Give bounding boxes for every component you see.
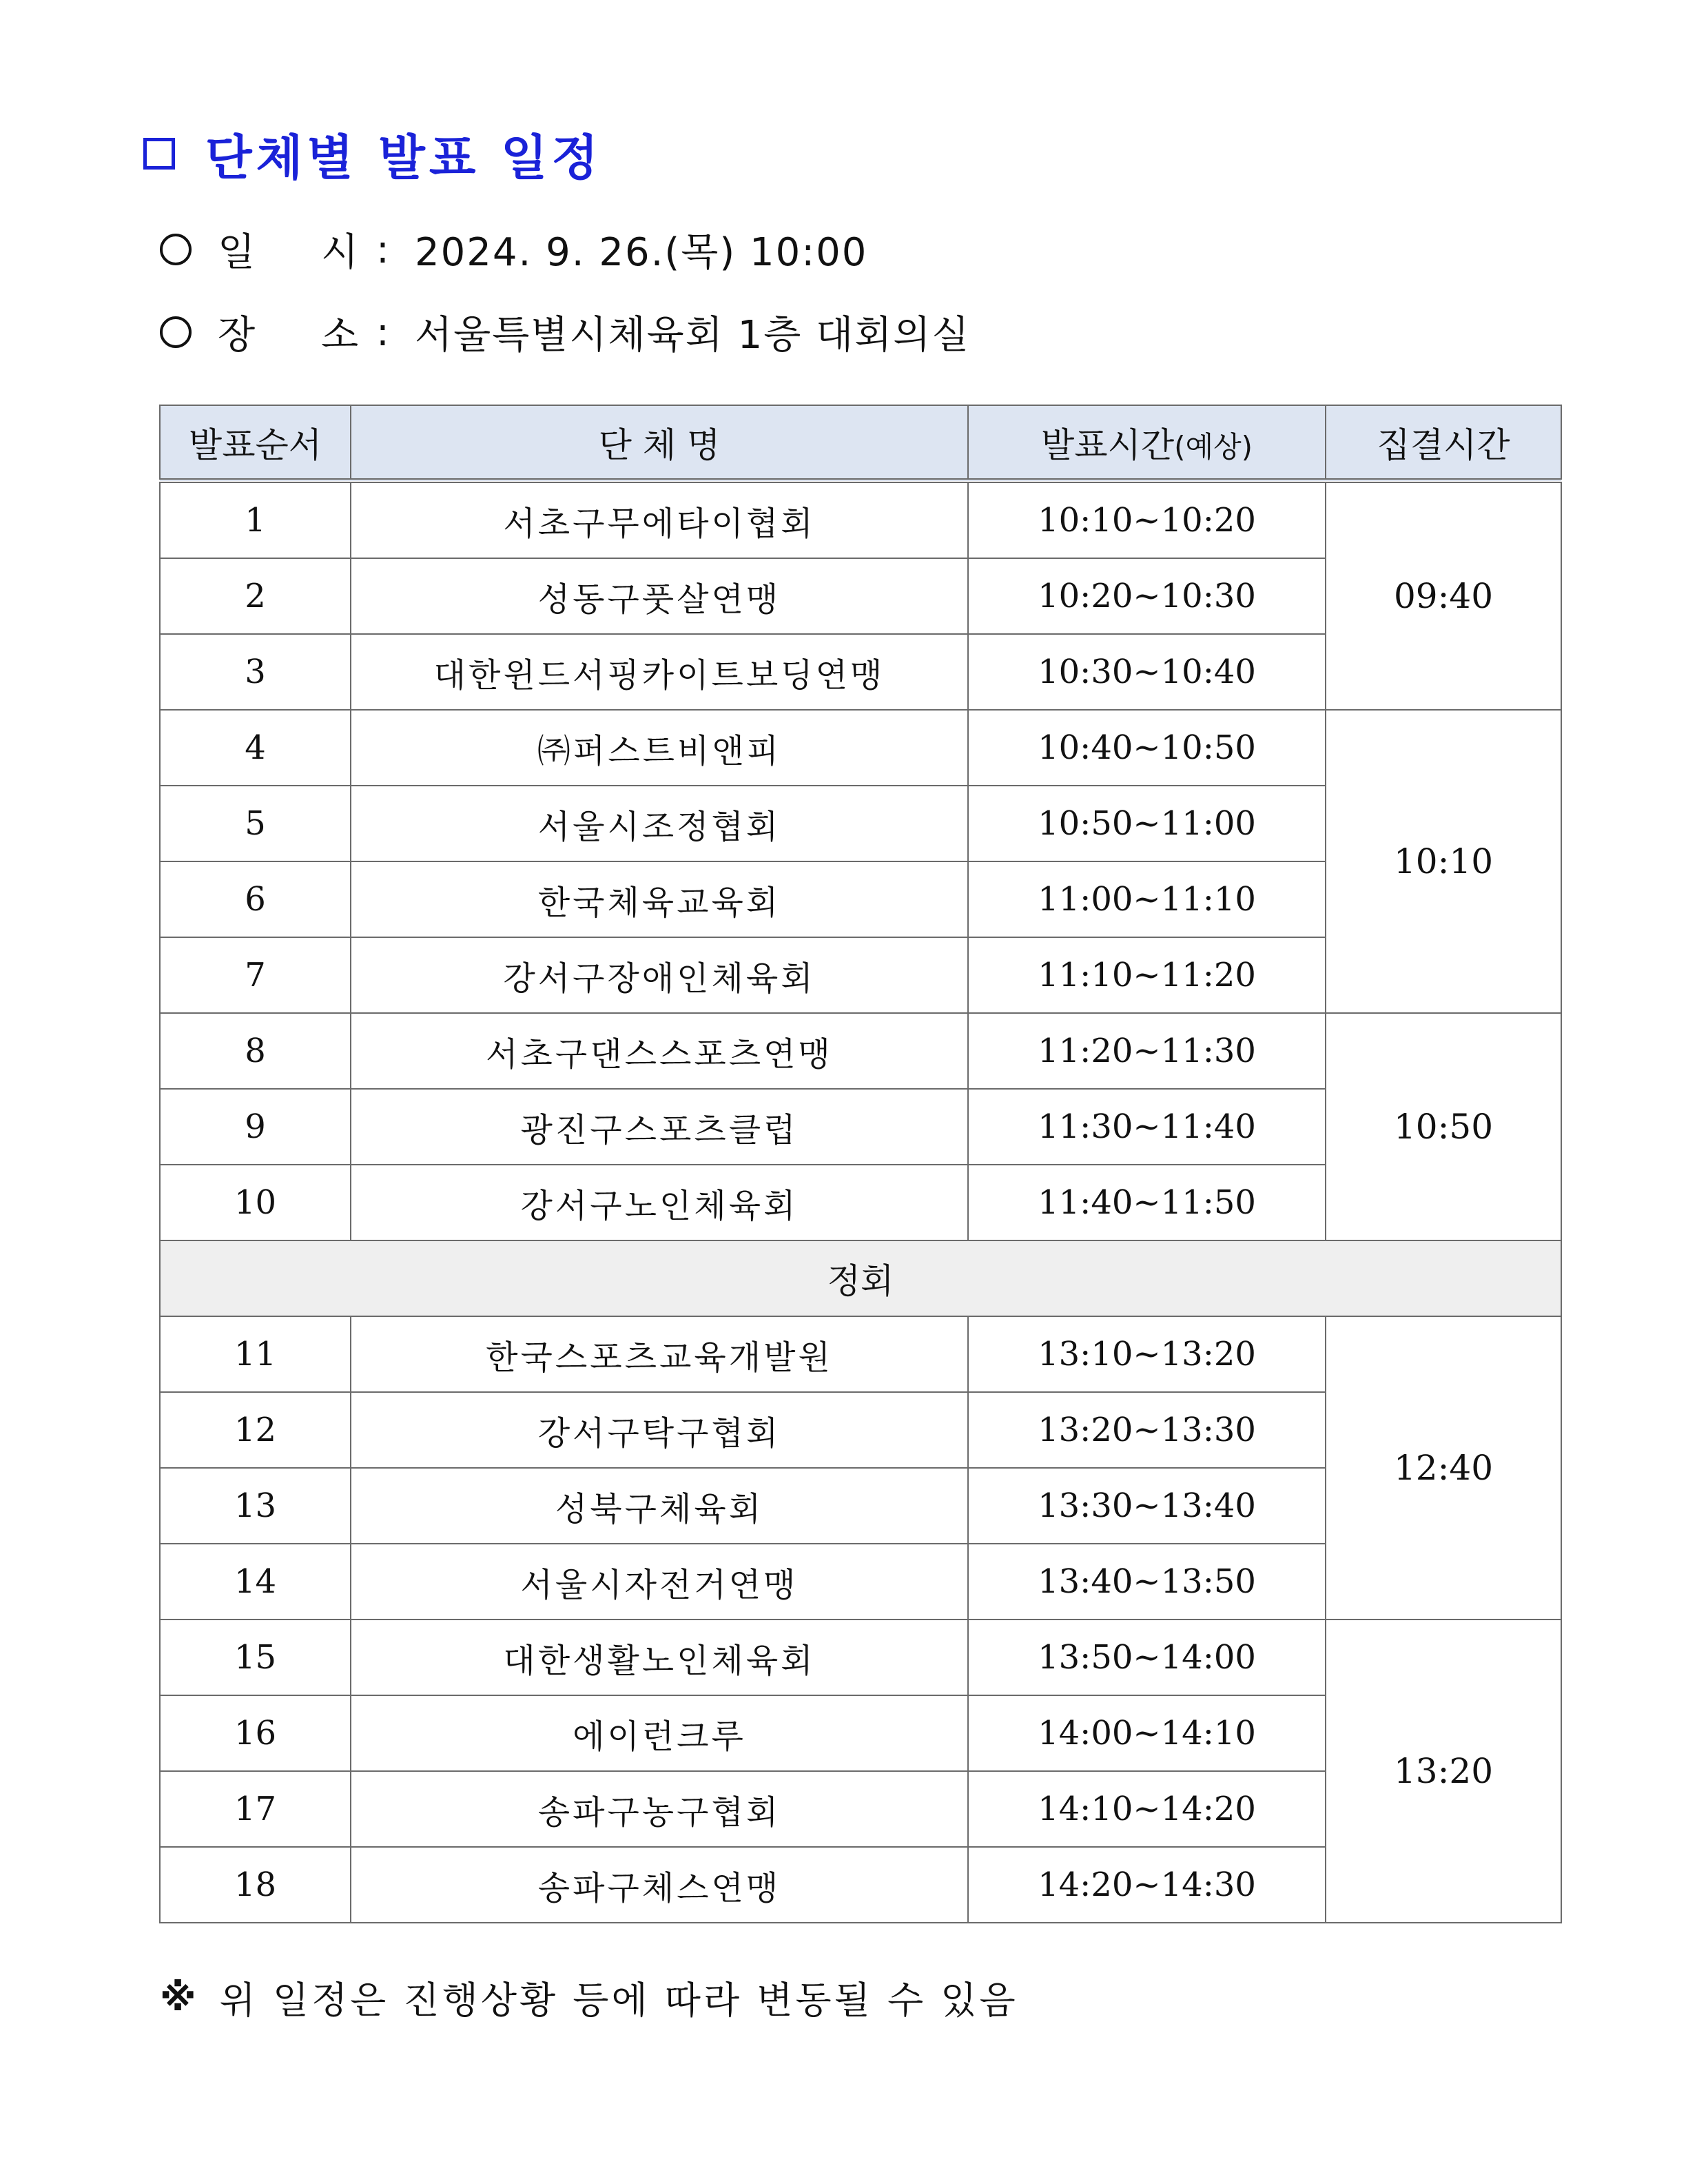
place-label-1: 장 (218, 313, 257, 358)
row-org-name: 한국스포츠교육개발원 (351, 1316, 968, 1392)
row-order: 10 (160, 1165, 351, 1240)
section-title: 단체별 발표 일정 (205, 129, 603, 186)
row-org-name: 성북구체육회 (351, 1468, 968, 1544)
row-order: 4 (160, 710, 351, 786)
row-time: 11:40~11:50 (968, 1165, 1326, 1240)
row-org-name: 송파구농구협회 (351, 1771, 968, 1847)
table-row (160, 1013, 1561, 1089)
place-label-2: 소 (321, 313, 360, 358)
row-time: 13:10~13:20 (968, 1316, 1326, 1392)
row-org-name: 송파구체스연맹 (351, 1847, 968, 1923)
row-gather-time: 09:40 (1326, 481, 1561, 711)
table-row (160, 1316, 1561, 1392)
table-row (160, 710, 1561, 786)
schedule-table (159, 405, 1562, 1923)
row-time: 10:30~10:40 (968, 634, 1326, 710)
row-time: 11:10~11:20 (968, 937, 1326, 1013)
row-org-name: 강서구장애인체육회 (351, 937, 968, 1013)
footnote (160, 1970, 1018, 2025)
row-org-name: ㈜퍼스트비앤피 (351, 710, 968, 786)
row-gather-time: 12:40 (1326, 1316, 1561, 1620)
row-org-name: 광진구스포츠클럽 (351, 1089, 968, 1165)
row-time: 14:10~14:20 (968, 1771, 1326, 1847)
date-label-1: 일 (218, 230, 257, 275)
row-time: 13:30~13:40 (968, 1468, 1326, 1544)
place-colon: : (376, 309, 391, 355)
row-order: 3 (160, 634, 351, 710)
row-time: 11:30~11:40 (968, 1089, 1326, 1165)
row-order: 6 (160, 861, 351, 937)
row-order: 1 (160, 481, 351, 559)
table-row (160, 1620, 1561, 1695)
table-row (160, 481, 1561, 559)
row-time: 11:00~11:10 (968, 861, 1326, 937)
row-time: 14:20~14:30 (968, 1847, 1326, 1923)
row-order: 18 (160, 1847, 351, 1923)
header-order: 발표순서 (160, 405, 351, 481)
row-org-name: 대한생활노인체육회 (351, 1620, 968, 1695)
row-order: 12 (160, 1392, 351, 1468)
row-time: 11:20~11:30 (968, 1013, 1326, 1089)
row-time: 10:10~10:20 (968, 481, 1326, 559)
section-heading (143, 123, 602, 185)
row-gather-time: 10:50 (1326, 1013, 1561, 1240)
row-org-name: 성동구풋살연맹 (351, 558, 968, 634)
row-org-name: 서초구댄스스포츠연맹 (351, 1013, 968, 1089)
footnote-text: 위 일정은 진행상황 등에 따라 변동될 수 있음 (219, 1978, 1018, 2022)
circle-bullet-icon (160, 316, 192, 348)
row-org-name: 서울시조정협회 (351, 786, 968, 861)
header-time-main: 발표시간 (1040, 425, 1175, 465)
date-value: 2024. 9. 26.(목) 10:00 (415, 230, 868, 275)
row-order: 16 (160, 1695, 351, 1771)
row-time: 13:20~13:30 (968, 1392, 1326, 1468)
row-gather-time: 13:20 (1326, 1620, 1561, 1923)
row-org-name: 강서구탁구협회 (351, 1392, 968, 1468)
date-colon: : (376, 227, 391, 272)
row-order: 17 (160, 1771, 351, 1847)
row-time: 10:40~10:50 (968, 710, 1326, 786)
reference-mark-icon: ※ (160, 1975, 199, 2019)
row-order: 15 (160, 1620, 351, 1695)
info-place-line (160, 305, 970, 360)
header-time-note: (예상) (1174, 429, 1253, 464)
row-time: 13:40~13:50 (968, 1544, 1326, 1620)
row-order: 8 (160, 1013, 351, 1089)
row-org-name: 강서구노인체육회 (351, 1165, 968, 1240)
row-time: 13:50~14:00 (968, 1620, 1326, 1695)
header-time (968, 405, 1326, 481)
table-header-row (160, 405, 1561, 481)
row-org-name: 에이런크루 (351, 1695, 968, 1771)
header-name: 단 체 명 (351, 405, 968, 481)
row-gather-time: 10:10 (1326, 710, 1561, 1013)
row-time: 10:20~10:30 (968, 558, 1326, 634)
row-order: 13 (160, 1468, 351, 1544)
row-order: 7 (160, 937, 351, 1013)
square-bullet-icon (143, 138, 175, 170)
row-order: 9 (160, 1089, 351, 1165)
row-order: 5 (160, 786, 351, 861)
circle-bullet-icon (160, 234, 192, 265)
row-time: 10:50~11:00 (968, 786, 1326, 861)
row-order: 2 (160, 558, 351, 634)
row-order: 11 (160, 1316, 351, 1392)
break-row (160, 1240, 1561, 1316)
break-label: 정회 (160, 1240, 1561, 1316)
row-order: 14 (160, 1544, 351, 1620)
date-label-2: 시 (321, 230, 360, 275)
row-time: 14:00~14:10 (968, 1695, 1326, 1771)
row-org-name: 서울시자전거연맹 (351, 1544, 968, 1620)
row-org-name: 대한윈드서핑카이트보딩연맹 (351, 634, 968, 710)
header-gather: 집결시간 (1326, 405, 1561, 481)
row-org-name: 한국체육교육회 (351, 861, 968, 937)
row-org-name: 서초구무에타이협회 (351, 481, 968, 559)
info-date-line (160, 222, 867, 277)
place-value: 서울특별시체육회 1층 대회의실 (415, 313, 971, 358)
